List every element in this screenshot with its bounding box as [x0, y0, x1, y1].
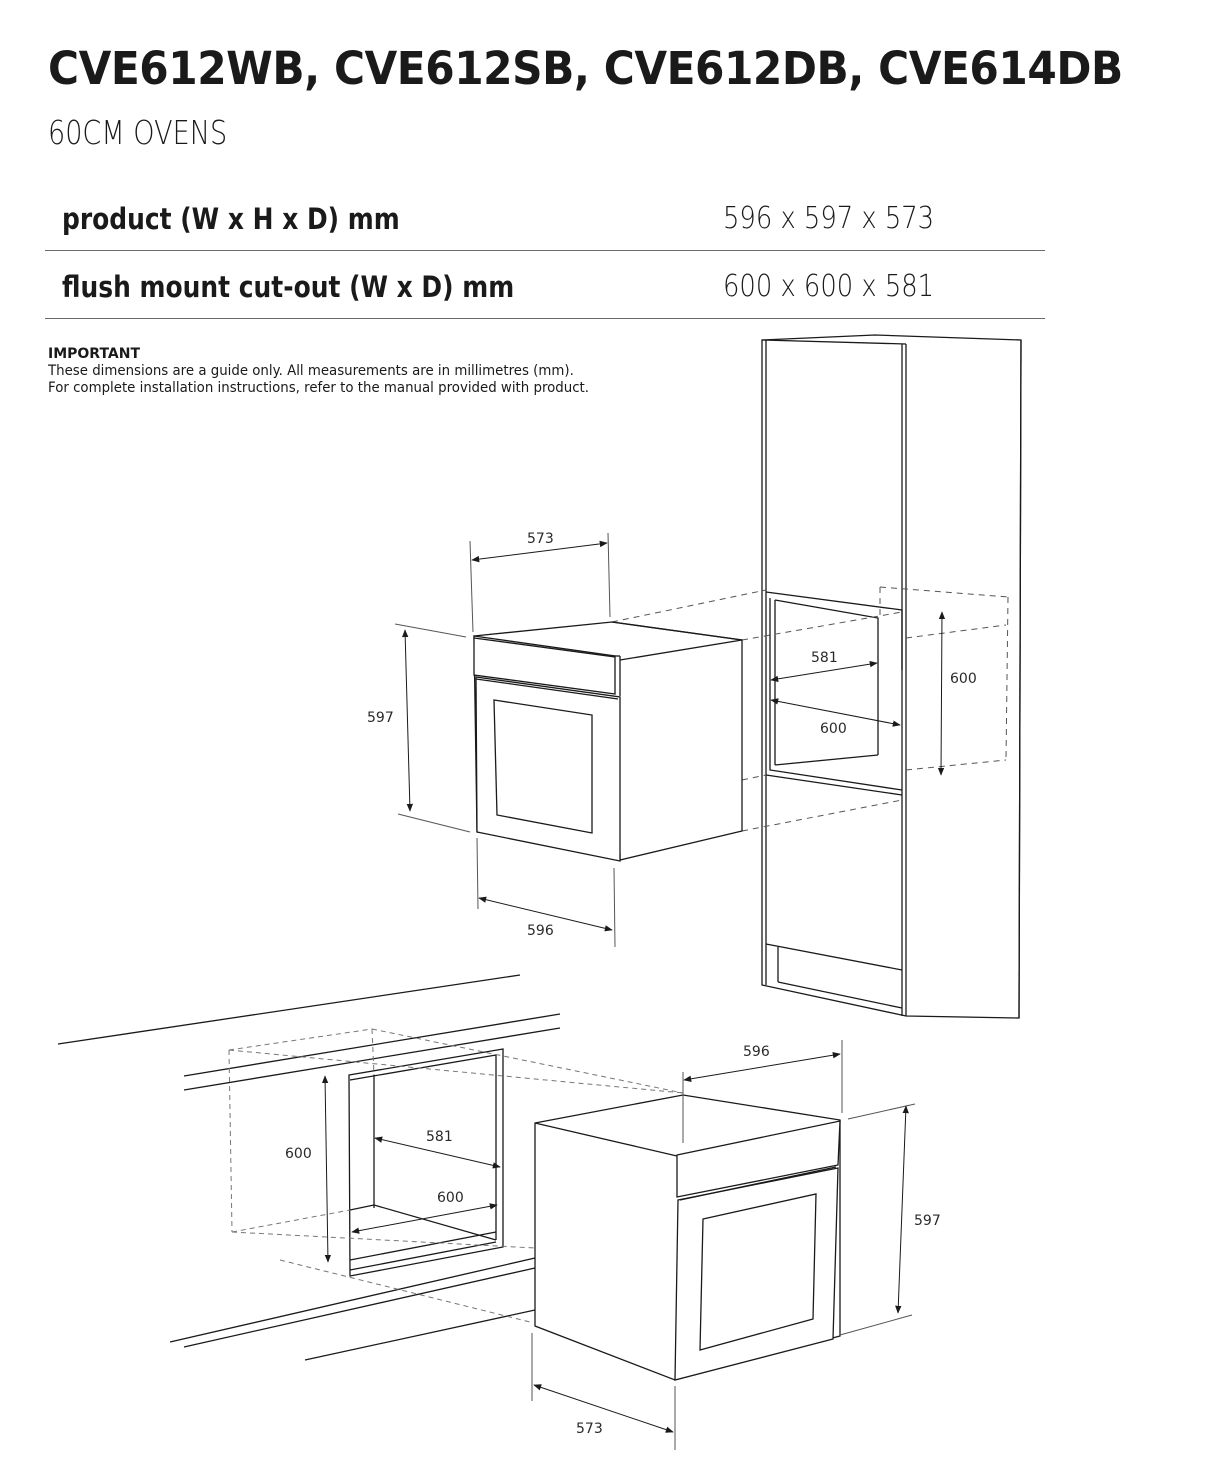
page-subtitle: 60CM OVENS	[48, 113, 228, 152]
spec-value: 596 x 597 x 573	[723, 201, 935, 236]
notice-heading: IMPORTANT	[48, 346, 141, 362]
spec-value: 600 x 600 x 581	[723, 269, 935, 304]
dim-bench-cutout-width: 600	[437, 1190, 464, 1206]
under-bench-diagram	[58, 975, 915, 1450]
dim-cutout-height: 600	[950, 671, 977, 687]
tall-cabinet-diagram	[395, 335, 1021, 1018]
dim-bench-cutout-depth: 581	[426, 1129, 453, 1145]
notice-line: For complete installation instructions, refer to the manual provided with product.	[48, 380, 590, 396]
dim-cutout-width: 600	[820, 721, 847, 737]
oven-front-tall	[474, 622, 742, 861]
dim-oven-height: 597	[367, 710, 394, 726]
tall-cabinet	[762, 335, 1021, 1018]
dim-oven-depth: 573	[527, 531, 554, 547]
dim-oven-width: 596	[527, 923, 554, 939]
dim-cutout-depth: 581	[811, 650, 838, 666]
page-title: CVE612WB, CVE612SB, CVE612DB, CVE614DB	[48, 42, 1123, 95]
spec-label: flush mount cut-out (W x D) mm	[62, 270, 515, 304]
dim-bench-oven-width: 596	[743, 1044, 770, 1060]
spec-label: product (W x H x D) mm	[62, 202, 400, 236]
oven-front-bench	[535, 1095, 840, 1380]
dim-bench-cutout-height: 600	[285, 1146, 312, 1162]
notice-line: These dimensions are a guide only. All measurements are in millimetres (mm).	[48, 363, 574, 379]
dim-bench-oven-height: 597	[914, 1213, 941, 1229]
dim-bench-oven-depth: 573	[576, 1421, 603, 1437]
benchtop-lines	[58, 975, 560, 1360]
